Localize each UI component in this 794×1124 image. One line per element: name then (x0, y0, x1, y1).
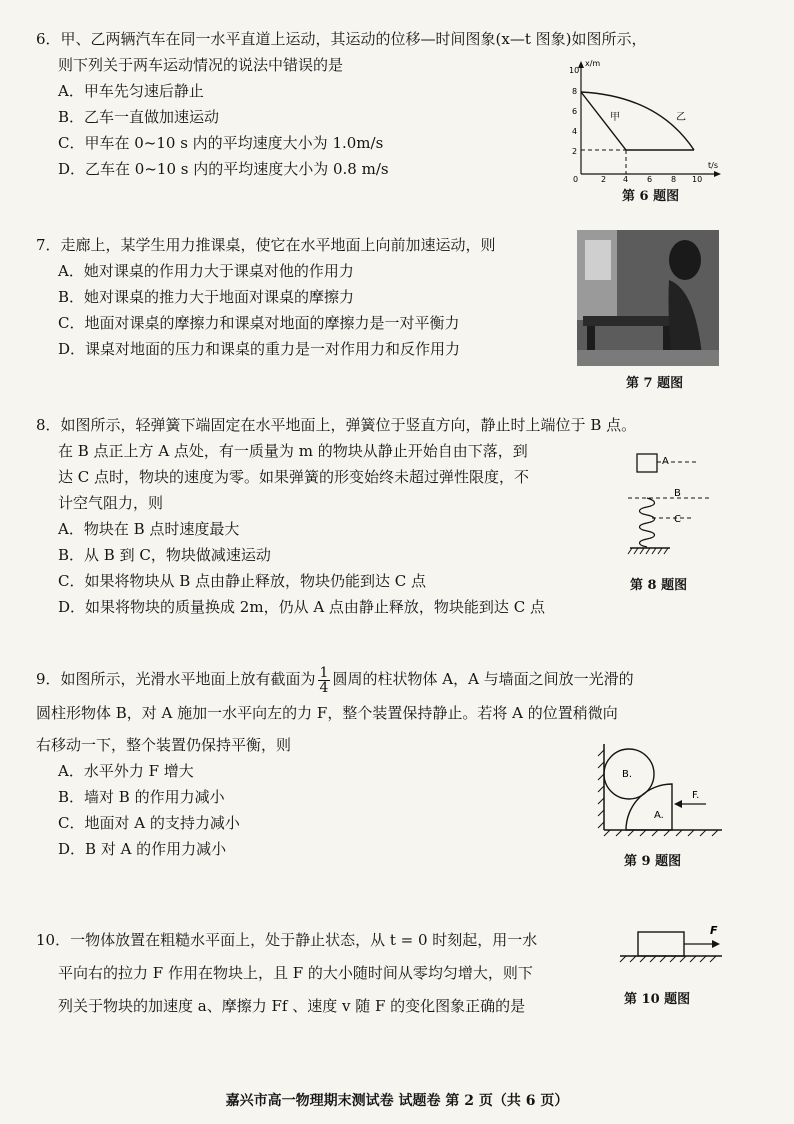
question-7 (36, 232, 496, 362)
q8-option-c: C．如果将物块从 B 点由静止释放，物块仍能到达 C 点 (58, 572, 427, 590)
q7-option-a: A．她对课桌的作用力大于课桌对他的作用力 (58, 262, 354, 280)
q6-ytick-4: 4 (572, 127, 578, 136)
q9-option-a: A．水平外力 F 增大 (58, 762, 194, 780)
q9-floor-hatch (604, 830, 718, 836)
q7-stem: 7．走廊上，某学生用力推课桌，使它在水平地面上向前加速运动，则 (36, 236, 496, 254)
q7-photo (577, 230, 719, 366)
q9-stem-line1 (36, 662, 634, 696)
q6-option-b: B．乙车一直做加速运动 (58, 108, 220, 126)
q9-label-f: F. (692, 790, 700, 801)
q6-option-c: C．甲车在 0~10 s 内的平均速度大小为 1.0m/s (58, 134, 384, 152)
q7-option-d: D．课桌对地面的压力和课桌的重力是一对作用力和反作用力 (58, 340, 461, 358)
q6-caption: 第 6 题图 (622, 189, 680, 204)
q8-caption: 第 8 题图 (630, 578, 688, 593)
q7-photo-sketch (577, 230, 719, 366)
q8-stem-line3: 达 C 点时，物块的速度为零。如果弹簧的形变始终未超过弹性限度，不 (58, 468, 530, 486)
q10-diagram (616, 920, 726, 972)
q10-label-f: F (710, 924, 718, 937)
q9-caption: 第 9 题图 (624, 854, 682, 869)
q10-ground-hatch (620, 956, 716, 962)
q6-xtick-6: 6 (647, 175, 653, 183)
q9-option-d: D．B 对 A 的作用力减小 (58, 840, 227, 858)
q9-label-b: B. (622, 769, 633, 780)
q6-ytick-6: 6 (572, 107, 578, 116)
q8-stem-line1: 8．如图所示，轻弹簧下端固定在水平地面上，弹簧位于竖直方向，静止时上端位于 B 点。 (36, 416, 637, 434)
q9-stem-line3: 右移动一下，整个装置仍保持平衡，则 (36, 736, 292, 754)
q9-option-b: B．墙对 B 的作用力减小 (58, 788, 225, 806)
q6-label-yi: 乙 (676, 112, 686, 123)
q6-ytick-2: 2 (572, 147, 578, 156)
q8-label-b: B (674, 488, 681, 499)
q8-label-c: C (674, 514, 681, 525)
q9-quarter-block-a (626, 784, 672, 830)
q7-option-c: C．地面对课桌的摩擦力和课桌对地面的摩擦力是一对平衡力 (58, 314, 460, 332)
q6-option-d: D．乙车在 0~10 s 内的平均速度大小为 0.8 m/s (58, 160, 389, 178)
q8-option-d: D．如果将物块的质量换成 2m，仍从 A 点由静止释放，物块能到达 C 点 (58, 598, 545, 616)
question-8 (36, 412, 636, 620)
q6-stem-line2: 则下列关于两车运动情况的说法中错误的是 (58, 56, 344, 74)
q9-stem-post: 圆周的柱状物体 A，A 与墙面之间放一光滑的 (332, 670, 634, 688)
q6-ytick-10: 10 (569, 66, 580, 75)
q7-option-b: B．她对课桌的推力大于地面对课桌的摩擦力 (58, 288, 355, 306)
q10-block (638, 932, 684, 956)
q8-block (637, 454, 657, 472)
q9-label-a: A. (654, 810, 664, 821)
q8-stem-line4: 计空气阻力，则 (58, 494, 164, 512)
q9-wall-hatch (598, 750, 604, 828)
q9-frac-num: 1 (319, 664, 329, 681)
q8-stem-line2: 在 B 点正上方 A 点处，有一质量为 m 的物块从静止开始自由下落，到 (58, 442, 528, 460)
q10-stem-line2: 平向右的拉力 F 作用在物块上，且 F 的大小随时间从零均匀增大，则下 (58, 964, 533, 982)
question-6 (36, 26, 647, 182)
q6-xtick-8: 8 (671, 175, 677, 183)
q6-label-jia: 甲 (610, 112, 620, 123)
q8-spring (640, 498, 655, 547)
q6-xt-graph (568, 58, 728, 183)
q6-stem-line1: 6．甲、乙两辆汽车在同一水平直道上运动，其运动的位移—时间图象(x—t 图象)如图所示， (36, 30, 647, 48)
q8-label-a: A (662, 456, 669, 467)
q9-option-c: C．地面对 A 的支持力减小 (58, 814, 240, 832)
q6-x-unit: t/s (708, 161, 718, 170)
q8-option-b: B．从 B 到 C，物块做减速运动 (58, 546, 271, 564)
q8-option-a: A．物块在 B 点时速度最大 (58, 520, 240, 538)
q6-x-arrow (714, 171, 721, 177)
q10-stem-line1: 10．一物体放置在粗糙水平面上，处于静止状态，从 t = 0 时刻起，用一水 (36, 931, 538, 949)
q10-stem-line3: 列关于物块的加速度 a、摩擦力 Ff 、速度 v 随 F 的变化图象正确的是 (58, 997, 526, 1015)
q8-spring-diagram (622, 448, 712, 570)
q9-fraction (318, 666, 331, 695)
q8-ground-hatch (628, 548, 668, 554)
q6-y-unit: x/m (585, 59, 601, 68)
q9-stem-line2: 圆柱形物体 B，对 A 施加一水平向左的力 F，整个装置保持静止。若将 A 的位置稍微向 (36, 704, 618, 722)
q6-xtick-4: 4 (623, 175, 629, 183)
q6-origin: 0 (573, 175, 579, 183)
q9-stem-pre: 9．如图所示，光滑水平地面上放有截面为 (36, 670, 316, 688)
question-9 (36, 662, 634, 730)
question-9-cont (36, 732, 291, 862)
q9-frac-den: 4 (319, 679, 329, 696)
question-10 (36, 924, 537, 1023)
q7-caption: 第 7 题图 (626, 376, 684, 391)
q6-ytick-8: 8 (572, 87, 578, 96)
page-footer: 嘉兴市高一物理期末测试卷 试题卷 第 2 页（共 6 页） (225, 1093, 569, 1109)
q6-xtick-10: 10 (692, 175, 703, 183)
q10-caption: 第 10 题图 (624, 992, 691, 1007)
q6-xtick-2: 2 (601, 175, 607, 183)
q6-option-a: A．甲车先匀速后静止 (58, 82, 204, 100)
q9-diagram (596, 740, 726, 840)
